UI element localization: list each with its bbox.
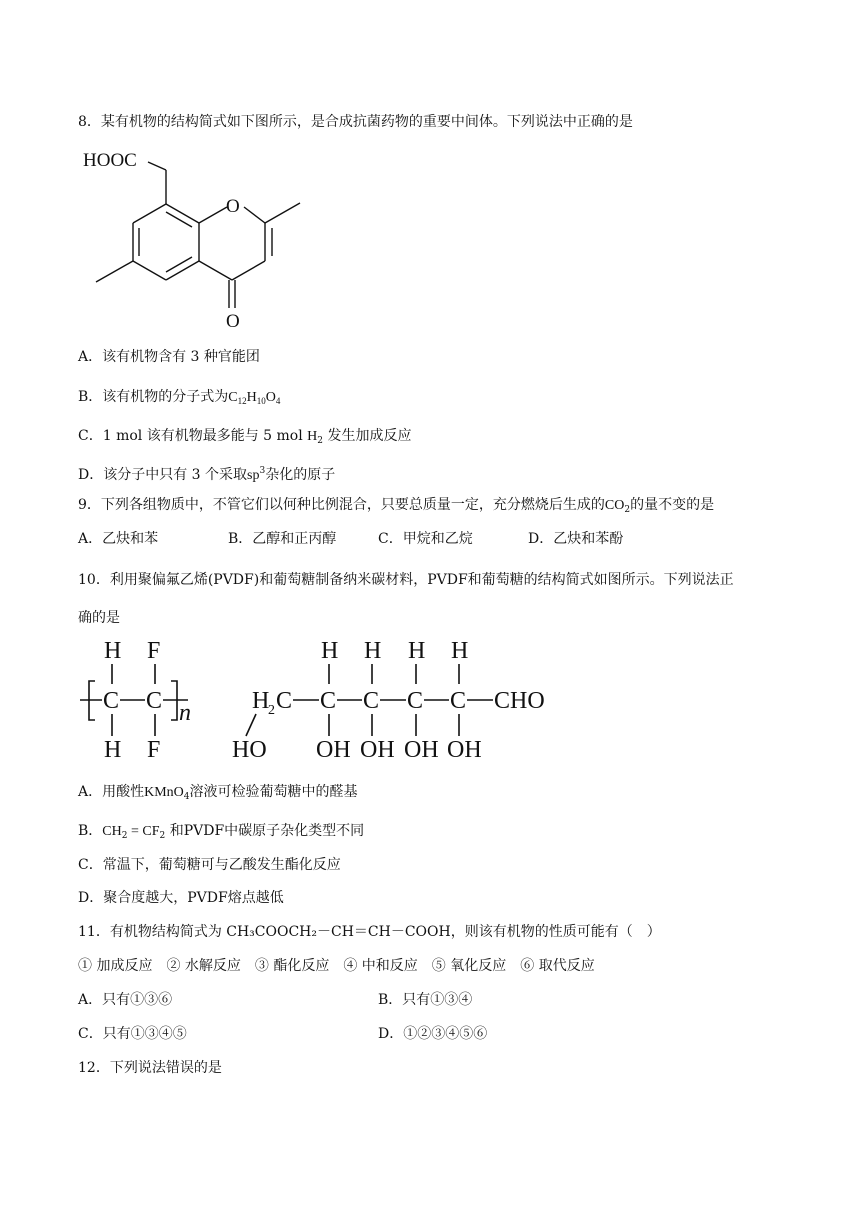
q9-option-c: C．甲烷和乙烷	[378, 531, 473, 547]
co2-subscript: 2	[624, 505, 631, 515]
q10-stem-line1: 10．利用聚偏氟乙烯(PVDF)和葡萄糖制备纳米碳材料，PVDF和葡萄糖的结构简式如图所示。下列说法正	[78, 572, 734, 588]
glucose-oh1: OH	[316, 737, 351, 763]
q10-option-b-text: B．	[78, 823, 103, 839]
ring-oxygen-label: O	[226, 196, 240, 217]
q9-stem	[78, 495, 714, 520]
q9-stem-suffix: 的量不变的是	[630, 497, 715, 513]
q8-option-d-text: D．该分子中只有 3 个采取	[78, 467, 248, 483]
q9-option-a: A．乙炔和苯	[78, 531, 159, 547]
q8-option-b-text: B．该有机物的分子式为	[78, 389, 229, 405]
pvdf-c1: C	[103, 688, 120, 714]
hydrogen-symbol: H	[307, 429, 318, 444]
glucose-h2c-h: H	[252, 688, 270, 714]
q8-structure-figure	[78, 140, 318, 335]
glucose-oh4: OH	[447, 737, 482, 763]
glucose-h2: H	[364, 638, 382, 664]
glucose-h2c-c: C	[276, 688, 293, 714]
ch2-subscript: 2	[121, 831, 128, 841]
q11-option-c: C．只有①③④⑤	[78, 1026, 187, 1042]
kmno4-symbol: KMnO	[144, 785, 184, 800]
q11-properties: ① 加成反应 ② 水解反应 ③ 酯化反应 ④ 中和反应 ⑤ 氧化反应 ⑥ 取代反应	[78, 958, 595, 974]
ch2-symbol: CH	[102, 824, 122, 839]
q10-option-c: C．常温下，葡萄糖可与乙酸发生酯化反应	[78, 857, 341, 873]
q12-stem: 12．下列说法错误的是	[78, 1060, 222, 1076]
cf2-subscript: 2	[159, 831, 166, 841]
q8-option-c-text: C．1 mol 该有机物最多能与 5 mol	[78, 428, 308, 444]
pvdf-top-f: F	[147, 638, 161, 664]
q10-structure-figure	[76, 634, 566, 764]
hooc-label: HOOC	[83, 150, 137, 171]
formula-h: H	[246, 390, 257, 405]
q8-formula	[228, 390, 280, 405]
q10-option-d: D．聚合度越大，PVDF熔点越低	[78, 890, 284, 906]
glucose-c3: C	[407, 688, 424, 714]
formula-o-count: 4	[275, 396, 281, 406]
q8-option-d-suffix: 杂化的原子	[265, 467, 336, 483]
q8-option-c	[78, 426, 411, 451]
glucose-cho: CHO	[494, 688, 545, 714]
pvdf-n-subscript: n	[179, 700, 191, 726]
q8-option-b	[78, 387, 280, 411]
glucose-oh3: OH	[404, 737, 439, 763]
pvdf-bottom-f: F	[147, 737, 161, 763]
sp-superscript: 3	[259, 466, 266, 476]
q9-option-b: B．乙醇和正丙醇	[228, 531, 337, 547]
glucose-c4: C	[450, 688, 467, 714]
q10-stem-line2: 确的是	[78, 610, 120, 626]
glucose-c1: C	[320, 688, 337, 714]
q9-option-d: D．乙炔和苯酚	[528, 531, 624, 547]
glucose-h1: H	[321, 638, 339, 664]
q8-option-c-suffix: 发生加成反应	[323, 428, 412, 444]
q10-option-a-suffix: 溶液可检验葡萄糖中的醛基	[189, 784, 358, 800]
formula-h-count: 10	[256, 396, 266, 406]
glucose-c2: C	[363, 688, 380, 714]
glucose-h4: H	[451, 638, 469, 664]
q10-option-a	[78, 782, 358, 807]
glucose-h2c-subscript: 2	[268, 703, 275, 718]
q10-option-b	[78, 821, 364, 846]
q11-option-b: B．只有①③④	[378, 992, 473, 1008]
q8-option-a: A．该有机物含有 3 种官能团	[78, 349, 260, 365]
carbonyl-oxygen-label: O	[226, 311, 240, 332]
cf2-symbol: = CF	[127, 824, 160, 839]
sp-label: sp	[247, 468, 260, 483]
q8-option-d	[78, 461, 335, 486]
glucose-oh2: OH	[360, 737, 395, 763]
q9-stem-text: 9．下列各组物质中，不管它们以何种比例混合，只要总质量一定，充分燃烧后生成的	[78, 497, 605, 513]
q10-option-a-text: A．用酸性	[78, 784, 145, 800]
formula-o: O	[265, 390, 276, 405]
pvdf-bottom-h: H	[104, 737, 122, 763]
q11-option-a: A．只有①③⑥	[78, 992, 173, 1008]
pvdf-c2: C	[146, 688, 163, 714]
formula-c-count: 12	[237, 396, 247, 406]
q11-option-d: D．①②③④⑤⑥	[378, 1026, 488, 1042]
co2-symbol: CO	[604, 498, 625, 513]
q8-stem: 8．某有机物的结构简式如下图所示，是合成抗菌药物的重要中间体。下列说法中正确的是	[78, 114, 633, 130]
kmno4-subscript: 4	[183, 792, 190, 802]
glucose-h3: H	[408, 638, 426, 664]
pvdf-top-h: H	[104, 638, 122, 664]
q11-stem: 11．有机物结构简式为 CH₃COOCH₂－CH＝CH－COOH，则该有机物的性质可能有（ ）	[78, 924, 661, 940]
glucose-ho: HO	[232, 737, 267, 763]
hydrogen-count: 2	[317, 436, 323, 446]
formula-c: C	[228, 390, 238, 405]
q10-option-b-suffix: 和PVDF中碳原子杂化类型不同	[165, 823, 365, 839]
